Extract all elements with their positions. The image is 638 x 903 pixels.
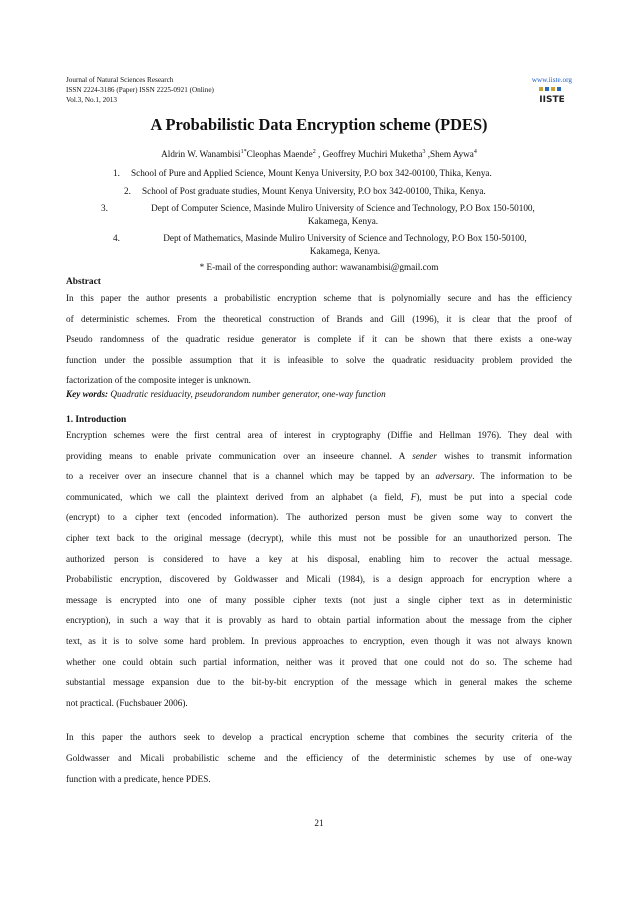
affiliation-2 [124,185,554,198]
journal-issn: ISSN 2224-3186 (Paper) ISSN 2225-0921 (Online) [66,86,214,94]
author-affiliation-mark: 1* [240,149,247,155]
italic-term: sender [412,450,437,461]
author-affiliation-mark: 4 [473,149,477,155]
corresponding-author-email: * E-mail of the corresponding author: wawanambisi@gmail.com [199,262,439,272]
introduction-paragraph-1 [66,425,572,713]
author-separator: , [425,149,431,160]
affiliation-text: Dept of Mathematics, Masinde Muliro University of Science and Technology, P.O Box 150-50100, [163,233,527,243]
text-line: Probabilistic encryption, discovered by Goldwasser and Micali (1984), is a design approach for encryption where a [66,574,572,585]
text-line: Encryption schemes were the first central area of interest in cryptography (Diffie and Hellman 1976). They deal with [66,430,572,440]
affiliation-text: Dept of Computer Science, Masinde Muliro University of Science and Technology, P.O Box 150-50100, [151,203,535,213]
abstract-heading: Abstract [66,277,101,287]
text-line: function under the possible assumption that it is infeasible to solve the quadratic residuacity problem provided the [66,354,572,365]
text-line: Goldwasser and Micali probabilistic scheme and the efficiency of the deterministic schemes by use of one-way [66,752,572,763]
paper-title: A Probabilistic Data Encryption scheme (PDES) [150,115,488,134]
affiliation-1 [113,167,559,180]
author-separator: , [315,149,323,160]
affiliation-text: Kakamega, Kenya. [309,246,381,256]
svg-text:IISTE: IISTE [539,95,565,104]
affiliation-3 [101,202,567,228]
italic-term: adversary [435,471,473,482]
introduction-heading: 1. Introduction [66,415,127,425]
author-list [0,149,638,159]
author-affiliation-mark: 2 [312,149,316,155]
iiste-logo [537,86,567,104]
text-line: In this paper the authors seek to develop a practical encryption scheme that combines the security criteria of the [66,732,572,743]
page-number: 21 [314,818,324,828]
affiliation-number: 2. [124,186,131,196]
affiliation-text: School of Pure and Applied Science, Mount Kenya University, P.O box 342-00100, Thika, Kenya. [131,168,492,178]
text-line: message is encrypted into one of many possible cipher texts (not just a single cipher text as in deterministic [66,594,572,605]
affiliation-text: Kakamega, Kenya. [307,216,379,226]
introduction-paragraph-2 [66,727,572,789]
text-line: (encrypt) to a cipher text (encoded information). The authorized person must be given some way to convert the [66,512,572,523]
text-line: function with a predicate, hence PDES. [66,773,211,784]
affiliation-number: 3. [101,203,108,213]
text-line: of deterministic schemes. From the theoretical construction of Brands and Gill (1996), it is clear that the proof of [66,313,572,324]
journal-website-link[interactable]: www.iiste.org [531,76,572,84]
italic-term: F [410,491,417,502]
text-line: Pseudo randomness of the quadratic residue generator is complete if it can be shown that there exists a one-way [66,334,572,345]
author-affiliation-mark: 3 [422,149,426,155]
text-line: substantial message expansion due to the bit-by-bit encryption of the message which in general makes the scheme [66,677,572,688]
introduction-section [66,415,572,789]
affiliation-4 [113,232,559,258]
text-line: communicated, which we call the plaintext derived from an alphabet (a field, F), must be put into a special code [66,491,572,502]
affiliation-text: School of Post graduate studies, Mount Kenya University, P.O box 342-00100, Thika, Kenya. [142,186,486,196]
text-line: not practical. (Fuchsbauer 2006). [66,697,188,708]
text-line: encryption), in such a way that it is provably as hard to obtain partial information about the message from the cipher [66,615,572,626]
journal-volume: Vol.3, No.1, 2013 [66,96,117,104]
journal-name: Journal of Natural Sciences Research [66,76,174,84]
author-name: Cleophas Maende [246,149,313,160]
keywords-list: Quadratic residuacity, pseudorandom number generator, one-way function [108,388,386,399]
text-line: In this paper the author presents a probabilistic encryption scheme that is polynomially secure and has the efficiency [66,293,572,303]
affiliation-number: 1. [113,168,120,178]
text-line: cipher text back to the original message (decrypt), while this must not be possible for an unauthorized person. The [66,532,572,543]
affiliation-number: 4. [113,233,120,243]
abstract-section [66,277,572,399]
keywords-label: Key words: [66,388,109,399]
author-name: Geoffrey Muchiri Muketha [322,149,423,160]
text-line: factorization of the composite integer is unknown. [66,375,251,386]
text-line: text, as it is to solve some hard problem. In previous approaches to encryption, even though it was not always known [66,635,572,646]
abstract-text [66,288,572,391]
author-name: Shem Aywa [430,149,474,160]
text-line: to a receiver over an insecure channel that is a channel which may be tapped by an adversary. The information to be [66,471,572,482]
author-name: Aldrin W. Wanambisi [161,149,241,160]
text-line: authorized person is considered to have a key at his disposal, enabling him to recover the actual message. [66,553,572,564]
text-line: whether one could obtain such partial information, neither was it proved that one could not do so. The scheme had [66,656,572,667]
keywords [66,389,572,399]
text-line: providing means to enable private communication over an inseeure channel. A sender wishes to transmit information [66,450,572,461]
